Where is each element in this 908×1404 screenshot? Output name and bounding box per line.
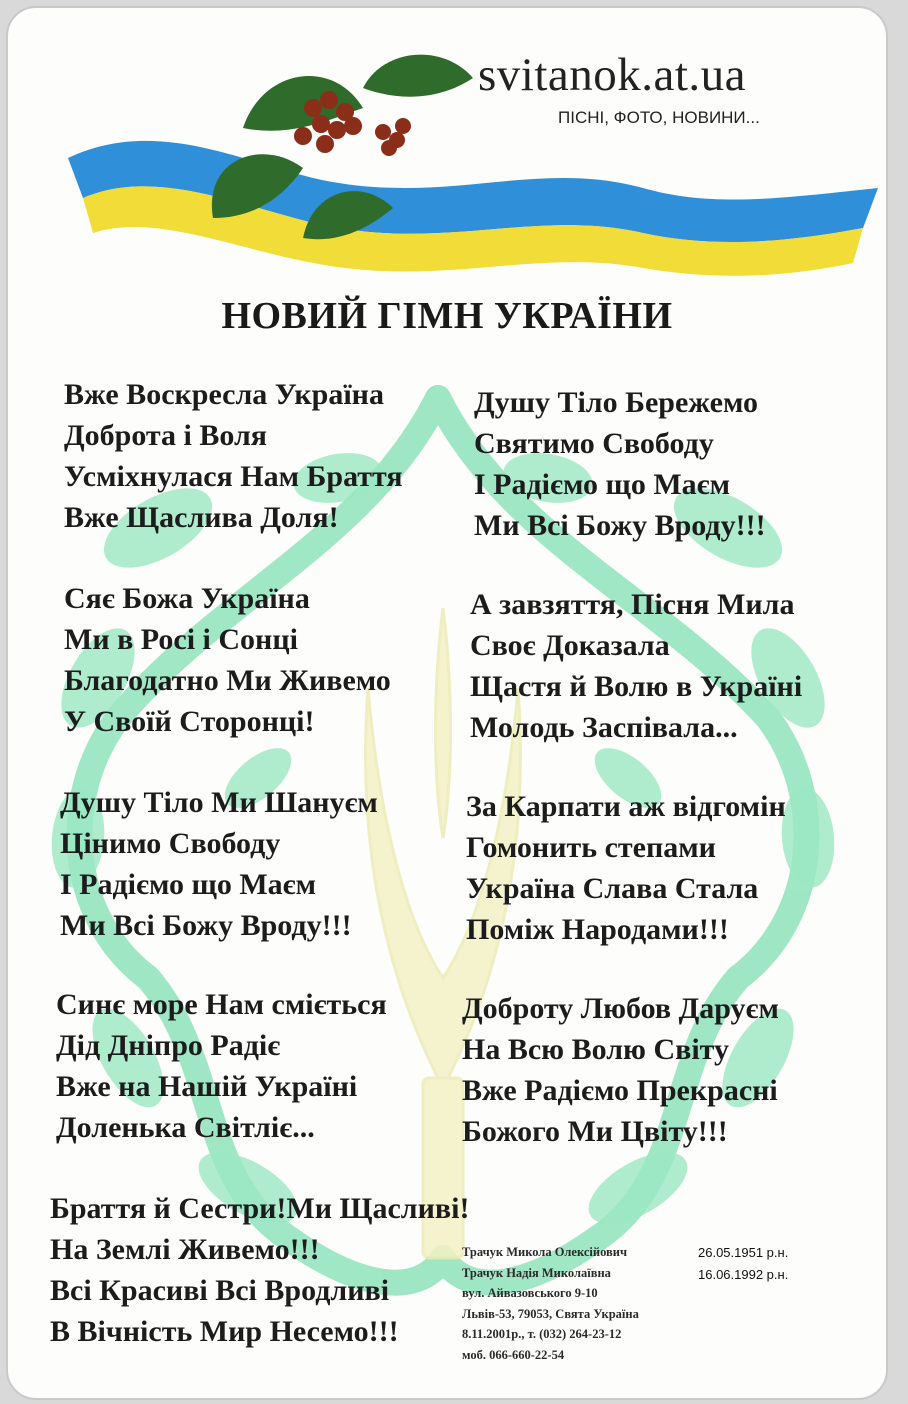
verse-line: Вже Щаслива Доля! — [64, 501, 339, 534]
verse-line: Доброта і Воля — [64, 419, 268, 452]
stanza-left-4 — [56, 984, 387, 1148]
verse-line: Душу Тіло Ми Шануєм — [60, 786, 378, 819]
verse-line: Гомонить степами — [466, 831, 716, 864]
stanza-left-1 — [64, 374, 403, 538]
verse-line: Вже Воскресла Україна — [64, 378, 384, 411]
stanza-right-2 — [470, 584, 802, 748]
verse-line: Святимо Свободу — [474, 427, 714, 460]
page-title: НОВИЙ ГІМН УКРАЇНИ — [221, 295, 673, 337]
verse-line: За Карпати аж відгомін — [466, 790, 786, 823]
stanza-final — [50, 1188, 469, 1352]
verse-line: Сяє Божа Україна — [64, 582, 310, 615]
verse-line: Доленька Світліє... — [56, 1111, 315, 1144]
verse-line: На Всю Волю Світу — [462, 1033, 729, 1066]
verse-line: На Землі Живемо!!! — [50, 1233, 320, 1266]
verse-line: Божого Ми Цвіту!!! — [462, 1115, 728, 1148]
author-name-2: Трачук Надія Миколаївна — [462, 1265, 611, 1280]
verse-line: Вже на Нашій Україні — [56, 1070, 358, 1103]
verse-line: Ми Всі Божу Вроду!!! — [474, 509, 766, 542]
verse-line: Молодь Заспівала... — [470, 711, 738, 744]
author-city: Львів-53, 79053, Свята Україна — [462, 1306, 639, 1321]
author-name-1: Трачук Микола Олексійович — [462, 1245, 628, 1259]
site-name: svitanok.at.ua — [478, 49, 747, 101]
site-tagline: ПІСНІ, ФОТО, НОВИНИ... — [558, 108, 760, 127]
hymn-card — [6, 6, 888, 1400]
verse-line: Дід Дніпро Радіє — [56, 1029, 281, 1062]
verse-line: Благодатно Ми Живемо — [64, 664, 391, 697]
verse-line: Поміж Народами!!! — [466, 913, 729, 946]
verse-line: Вже Радіємо Прекрасні — [462, 1074, 778, 1107]
author-mobile: моб. 066-660-22-54 — [462, 1347, 565, 1362]
verse-line: Синє море Нам сміється — [56, 988, 387, 1021]
verse-line: У Своїй Сторонці! — [64, 705, 315, 738]
verse-line: В Вічність Мир Несемо!!! — [50, 1315, 399, 1348]
birth-date-1: 26.05.1951 р.н. — [698, 1245, 789, 1260]
stanza-left-2 — [64, 578, 391, 742]
verse-line: Ми в Росі і Сонці — [64, 623, 298, 656]
author-street: вул. Айвазовського 9-10 — [462, 1286, 598, 1300]
verse-line: Своє Доказала — [470, 629, 670, 662]
verse-line: Цінимо Свободу — [60, 827, 281, 860]
author-phone: 8.11.2001р., т. (032) 264-23-12 — [462, 1327, 622, 1341]
verse-line: Всі Красиві Всі Вродливі — [50, 1274, 390, 1307]
verse-line: Браття й Сестри!Ми Щасливі! — [50, 1192, 470, 1225]
verse-line: Доброту Любов Даруєм — [462, 992, 779, 1025]
verse-line: Щастя й Волю в Україні — [470, 670, 803, 703]
stanza-right-3 — [466, 786, 786, 950]
verse-line: Ми Всі Божу Вроду!!! — [60, 909, 352, 942]
birth-date-2: 16.06.1992 р.н. — [698, 1267, 789, 1282]
verse-line: Усміхнулася Нам Браття — [64, 460, 403, 493]
verse-line: І Радіємо що Маєм — [60, 868, 317, 901]
ribbon-banner — [63, 48, 883, 288]
stanza-right-1 — [474, 382, 766, 546]
author-info — [462, 1242, 882, 1365]
stanza-left-3 — [60, 782, 378, 946]
verse-line: А завзяття, Пісня Мила — [470, 588, 795, 621]
verse-line: І Радіємо що Маєм — [474, 468, 731, 501]
verse-line: Україна Слава Стала — [466, 872, 759, 905]
verse-line: Душу Тіло Бережемо — [474, 386, 759, 419]
stanza-right-4 — [462, 988, 779, 1152]
